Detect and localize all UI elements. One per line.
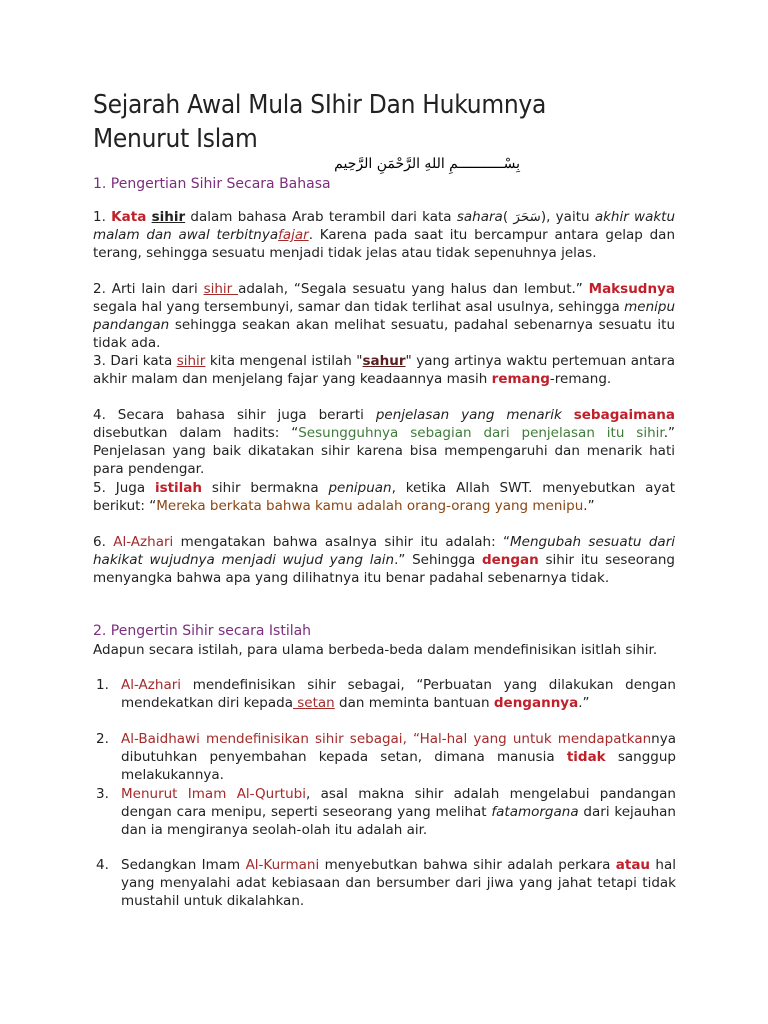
list-item: 4. Sedangkan Imam Al-Kurmani menyebutkan bahwa sihir adalah perkara atau hal yang menyalahi adat kebiasaan dan bersumber dari jiwa yang jahat tetapi tidak mustahil untuk dikalahkan. bbox=[96, 857, 677, 909]
paragraph-6: 6. Al-Azhari mengatakan bahwa asalnya sihir itu adalah: “Mengubah sesuatu dari hakikat wujudnya menjadi wujud yang lain.” Sehingga dengan sihir itu seseorang menyangka bahwa apa yang dilihatnya itu benar padahal sebenarnya tidak. bbox=[93, 534, 675, 586]
paragraph-4: 4. Secara bahasa sihir juga berarti penjelasan yang menarik sebagaimana disebutkan dalam hadits: “Sesungguhnya sebagian dari penjelasan itu sihir.” Penjelasan yang baik dikatakan sihir karena bisa mempengaruhi dan menarik hati para pendengar. bbox=[93, 407, 675, 477]
paragraph-5: 5. Juga istilah sihir bermakna penipuan, ketika Allah SWT. menyebutkan ayat berikut: “Mereka berkata bahwa kamu adalah orang-orang yang menipu.” bbox=[93, 480, 675, 514]
section2-intro: Adapun secara istilah, para ulama berbeda-beda dalam mendefinisikan isitlah sihir. bbox=[93, 642, 658, 658]
list-item: 1. Al-Azhari mendefinisikan sihir sebagai, “Perbuatan yang dilakukan dengan mendekatkan diri kepada setan dan meminta bantuan dengannya.” bbox=[96, 677, 676, 711]
paragraph-2: 2. Arti lain dari sihir adalah, “Segala sesuatu yang halus dan lembut.” Maksudnya segala hal yang tersembunyi, samar dan tidak terlihat asal usulnya, sehingga menipu pandangan sehingga seakan akan melihat sesuatu, padahal sebenarnya sesuatu itu tidak ada. bbox=[93, 281, 675, 351]
section-heading-1: 1. Pengertian Sihir Secara Bahasa bbox=[93, 176, 331, 192]
list-item: 2. Al-Baidhawi mendefinisikan sihir sebagai, “Hal-hal yang untuk mendapatkannya dibutuhkan penyembahan kepada setan, dimana manusia tidak sanggup melakukannya. bbox=[96, 731, 677, 783]
paragraph-3: 3. Dari kata sihir kita mengenal istilah "sahur" yang artinya waktu pertemuan antara akhir malam dan menjelang fajar yang keadaannya masih remang-remang. bbox=[93, 353, 675, 387]
paragraph-1: 1. Kata sihir dalam bahasa Arab terambil dari kata sahara( سَحَرَ), yaitu akhir waktu malam dan awal terbitnyafajar. Karena pada saat itu bercampur antara gelap dan terang, sehingga sesuatu menjadi tidak jelas atau tidak sepenuhnya jelas. bbox=[93, 209, 676, 261]
section-heading-2: 2. Pengertin Sihir secara Istilah bbox=[93, 623, 312, 639]
page-title: Sejarah Awal Mula SIhir Dan Hukumnya Menurut Islam bbox=[93, 90, 547, 154]
list-item: 3. Menurut Imam Al-Qurtubi, asal makna sihir adalah mengelabui pandangan dengan cara menipu, seperti seseorang yang melihat fatamorgana dari kejauhan dan ia mengiranya seolah-olah itu adalah air. bbox=[96, 786, 676, 838]
bismillah-text: بِسْـــــــــــمِ اللهِ الرَّحْمَنِ الرَّحِيم bbox=[334, 156, 520, 172]
